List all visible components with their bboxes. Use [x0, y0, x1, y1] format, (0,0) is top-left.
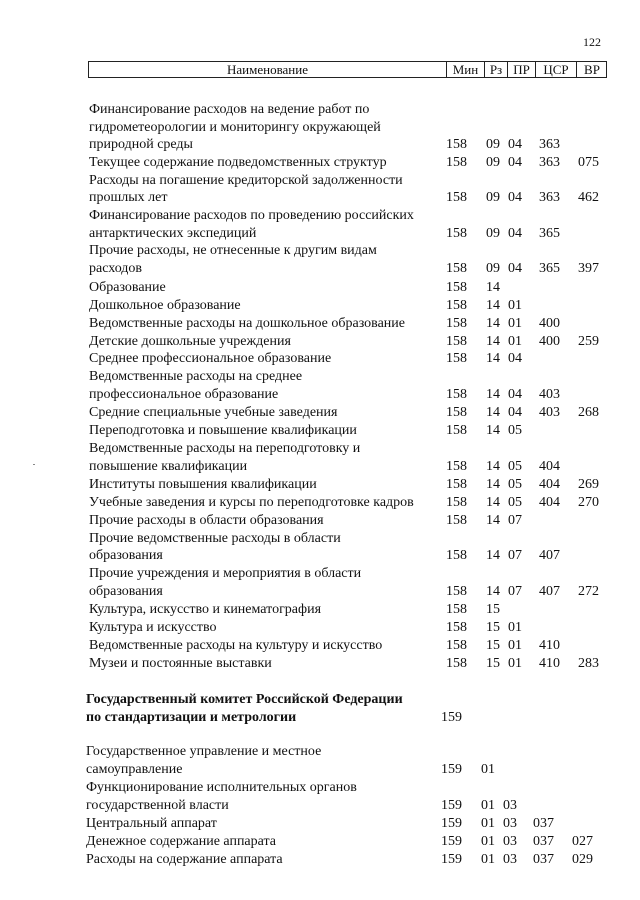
cell-csr: 403 — [539, 405, 560, 420]
table-row — [0, 189, 640, 206]
cell-min: 159 — [441, 710, 462, 725]
cell-rz: 14 — [486, 548, 500, 563]
cell-rz: 14 — [486, 584, 500, 599]
cell-name: образования — [89, 584, 163, 599]
cell-csr: 037 — [533, 852, 554, 867]
table-row — [0, 547, 640, 564]
cell-name: Учебные заведения и курсы по переподготовке кадров — [89, 495, 414, 510]
cell-pr: 01 — [508, 316, 522, 331]
cell-pr: 01 — [508, 638, 522, 653]
cell-pr: 01 — [508, 656, 522, 671]
cell-csr: 404 — [539, 459, 560, 474]
cell-csr: 407 — [539, 584, 560, 599]
cell-rz: 01 — [481, 798, 495, 813]
cell-name: Государственное управление и местное — [86, 744, 322, 759]
cell-name: Расходы на содержание аппарата — [86, 852, 283, 867]
cell-pr: 03 — [503, 834, 517, 849]
cell-name: Текущее содержание подведомственных структур — [89, 155, 387, 170]
cell-rz: 14 — [486, 459, 500, 474]
cell-name: Образование — [89, 280, 166, 295]
table-row — [0, 297, 640, 314]
scan-speck — [33, 464, 35, 465]
table-row — [0, 279, 640, 296]
cell-pr: 04 — [508, 155, 522, 170]
header-vr: ВР — [584, 62, 600, 77]
cell-min: 159 — [441, 834, 462, 849]
cell-min: 158 — [446, 495, 467, 510]
cell-pr: 04 — [508, 387, 522, 402]
cell-csr: 363 — [539, 190, 560, 205]
cell-pr: 07 — [508, 584, 522, 599]
cell-pr: 07 — [508, 513, 522, 528]
cell-name: Детские дошкольные учреждения — [89, 334, 291, 349]
cell-min: 158 — [446, 405, 467, 420]
cell-min: 158 — [446, 387, 467, 402]
cell-min: 158 — [446, 316, 467, 331]
cell-name: по стандартизации и метрологии — [86, 710, 297, 725]
cell-name: расходов — [89, 261, 143, 276]
table-row — [0, 494, 640, 511]
cell-csr: 363 — [539, 137, 560, 152]
cell-min: 158 — [446, 459, 467, 474]
header-min: Мин — [452, 62, 479, 77]
table-row — [0, 136, 640, 153]
cell-min: 159 — [441, 762, 462, 777]
cell-min: 159 — [441, 852, 462, 867]
cell-rz: 01 — [481, 762, 495, 777]
cell-min: 158 — [446, 548, 467, 563]
cell-pr: 01 — [508, 298, 522, 313]
cell-name: Финансирование расходов по проведению российских — [89, 208, 414, 223]
cell-vr: 270 — [578, 495, 599, 510]
table-row — [0, 601, 640, 618]
cell-name: природной среды — [89, 137, 193, 152]
cell-rz: 01 — [481, 816, 495, 831]
cell-name: Средние специальные учебные заведения — [89, 405, 338, 420]
cell-pr: 05 — [508, 495, 522, 510]
cell-rz: 14 — [486, 298, 500, 313]
cell-min: 158 — [446, 298, 467, 313]
cell-csr: 403 — [539, 387, 560, 402]
table-row — [0, 101, 640, 118]
cell-min: 158 — [446, 190, 467, 205]
cell-csr: 037 — [533, 834, 554, 849]
cell-pr: 04 — [508, 261, 522, 276]
cell-name: Среднее профессиональное образование — [89, 351, 332, 366]
cell-name: антарктических экспедиций — [89, 226, 257, 241]
cell-min: 158 — [446, 261, 467, 276]
header-rz: Рз — [489, 62, 503, 77]
table-row — [0, 833, 640, 850]
cell-vr: 027 — [572, 834, 593, 849]
cell-rz: 14 — [486, 423, 500, 438]
table-row — [0, 655, 640, 672]
cell-rz: 15 — [486, 638, 500, 653]
cell-csr: 363 — [539, 155, 560, 170]
cell-csr: 365 — [539, 226, 560, 241]
table-row — [0, 797, 640, 814]
cell-min: 158 — [446, 155, 467, 170]
cell-name: Прочие расходы в области образования — [89, 513, 324, 528]
cell-pr: 05 — [508, 423, 522, 438]
cell-pr: 04 — [508, 137, 522, 152]
cell-pr: 01 — [508, 334, 522, 349]
table-row — [0, 476, 640, 493]
cell-min: 158 — [446, 423, 467, 438]
cell-rz: 14 — [486, 477, 500, 492]
cell-csr: 407 — [539, 548, 560, 563]
cell-name: Прочие учреждения и мероприятия в области — [89, 566, 362, 581]
cell-vr: 283 — [578, 656, 599, 671]
table-row — [0, 743, 640, 760]
table-row — [0, 333, 640, 350]
cell-csr: 410 — [539, 656, 560, 671]
table-row — [0, 404, 640, 421]
cell-csr: 410 — [539, 638, 560, 653]
cell-name: профессиональное образование — [89, 387, 279, 402]
cell-name: Культура, искусство и кинематография — [89, 602, 322, 617]
cell-min: 158 — [446, 584, 467, 599]
table-row — [0, 315, 640, 332]
header-name: Наименование — [227, 62, 308, 77]
table-row — [0, 779, 640, 796]
cell-pr: 04 — [508, 190, 522, 205]
table-row — [0, 619, 640, 636]
cell-min: 158 — [446, 656, 467, 671]
cell-rz: 15 — [486, 602, 500, 617]
cell-name: государственной власти — [86, 798, 229, 813]
cell-rz: 14 — [486, 387, 500, 402]
cell-csr: 400 — [539, 316, 560, 331]
cell-vr: 397 — [578, 261, 599, 276]
table-row — [0, 242, 640, 259]
cell-name: прошлых лет — [89, 190, 168, 205]
cell-pr: 07 — [508, 548, 522, 563]
cell-name: образования — [89, 548, 163, 563]
cell-min: 158 — [446, 620, 467, 635]
cell-name: повышение квалификации — [89, 459, 248, 474]
cell-name: Ведомственные расходы на переподготовку и — [89, 441, 361, 456]
table-row — [0, 815, 640, 832]
table-row — [0, 691, 640, 708]
cell-name: Музеи и постоянные выставки — [89, 656, 272, 671]
cell-pr: 03 — [503, 798, 517, 813]
cell-vr: 462 — [578, 190, 599, 205]
cell-min: 158 — [446, 280, 467, 295]
table-row — [0, 225, 640, 242]
cell-name: Ведомственные расходы на культуру и искусство — [89, 638, 383, 653]
cell-pr: 03 — [503, 816, 517, 831]
table-row — [0, 422, 640, 439]
cell-vr: 269 — [578, 477, 599, 492]
cell-vr: 268 — [578, 405, 599, 420]
cell-name: Центральный аппарат — [86, 816, 217, 831]
cell-rz: 09 — [486, 137, 500, 152]
table-row — [0, 440, 640, 457]
cell-pr: 04 — [508, 405, 522, 420]
cell-name: Ведомственные расходы на дошкольное образование — [89, 316, 405, 331]
cell-rz: 01 — [481, 834, 495, 849]
cell-min: 158 — [446, 137, 467, 152]
cell-name: Институты повышения квалификации — [89, 477, 317, 492]
table-row — [0, 851, 640, 868]
cell-name: Прочие расходы, не отнесенные к другим видам — [89, 243, 377, 258]
cell-rz: 14 — [486, 351, 500, 366]
cell-csr: 365 — [539, 261, 560, 276]
cell-vr: 272 — [578, 584, 599, 599]
header-pr: ПР — [513, 62, 530, 77]
cell-name: Переподготовка и повышение квалификации — [89, 423, 357, 438]
table-row — [0, 350, 640, 367]
cell-name: Функционирование исполнительных органов — [86, 780, 357, 795]
table-row — [0, 512, 640, 529]
cell-vr: 259 — [578, 334, 599, 349]
table-row — [0, 458, 640, 475]
cell-rz: 14 — [486, 495, 500, 510]
cell-min: 159 — [441, 816, 462, 831]
cell-name: Денежное содержание аппарата — [86, 834, 277, 849]
cell-pr: 05 — [508, 477, 522, 492]
table-row — [0, 172, 640, 189]
table-row — [0, 709, 640, 726]
cell-rz: 15 — [486, 620, 500, 635]
cell-rz: 09 — [486, 261, 500, 276]
cell-rz: 09 — [486, 155, 500, 170]
cell-name: Прочие ведомственные расходы в области — [89, 531, 341, 546]
cell-min: 158 — [446, 638, 467, 653]
cell-rz: 14 — [486, 316, 500, 331]
page-number: 122 — [583, 35, 601, 49]
cell-rz: 01 — [481, 852, 495, 867]
table-row — [0, 583, 640, 600]
cell-rz: 09 — [486, 190, 500, 205]
table-row — [0, 154, 640, 171]
cell-name: самоуправление — [86, 762, 183, 777]
cell-min: 159 — [441, 798, 462, 813]
cell-pr: 03 — [503, 852, 517, 867]
cell-min: 158 — [446, 477, 467, 492]
cell-csr: 404 — [539, 495, 560, 510]
cell-name: Дошкольное образование — [89, 298, 241, 313]
cell-pr: 01 — [508, 620, 522, 635]
table-row — [0, 119, 640, 136]
cell-min: 158 — [446, 334, 467, 349]
cell-csr: 404 — [539, 477, 560, 492]
cell-name: Ведомственные расходы на среднее — [89, 369, 303, 384]
cell-pr: 04 — [508, 351, 522, 366]
cell-rz: 14 — [486, 280, 500, 295]
cell-pr: 05 — [508, 459, 522, 474]
cell-name: Расходы на погашение кредиторской задолженности — [89, 173, 403, 188]
cell-vr: 029 — [572, 852, 593, 867]
cell-min: 158 — [446, 351, 467, 366]
table-row — [0, 565, 640, 582]
cell-rz: 14 — [486, 334, 500, 349]
cell-name: гидрометеорологии и мониторингу окружающей — [89, 120, 381, 135]
cell-rz: 09 — [486, 226, 500, 241]
table-row — [0, 386, 640, 403]
cell-rz: 15 — [486, 656, 500, 671]
cell-csr: 400 — [539, 334, 560, 349]
table-row — [0, 761, 640, 778]
cell-rz: 14 — [486, 405, 500, 420]
cell-min: 158 — [446, 513, 467, 528]
table-row — [0, 260, 640, 277]
table-row — [0, 207, 640, 224]
cell-name: Культура и искусство — [89, 620, 217, 635]
cell-rz: 14 — [486, 513, 500, 528]
cell-csr: 037 — [533, 816, 554, 831]
cell-pr: 04 — [508, 226, 522, 241]
cell-name: Финансирование расходов на ведение работ по — [89, 102, 370, 117]
header-csr: ЦСР — [543, 62, 569, 77]
cell-vr: 075 — [578, 155, 599, 170]
cell-min: 158 — [446, 226, 467, 241]
table-row — [0, 368, 640, 385]
cell-name: Государственный комитет Российской Федерации — [86, 692, 403, 707]
cell-min: 158 — [446, 602, 467, 617]
table-row — [0, 530, 640, 547]
table-row — [0, 637, 640, 654]
